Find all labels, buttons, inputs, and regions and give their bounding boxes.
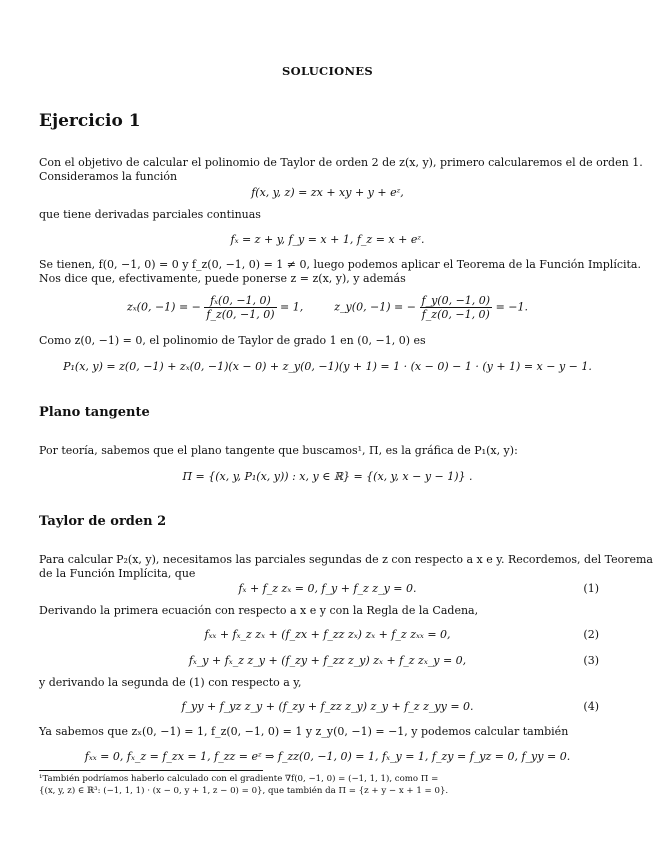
- zx-numerator: fₓ(0, −1, 0): [204, 294, 276, 308]
- paragraph-known-values: Ya sabemos que zₓ(0, −1) = 1, f_z(0, −1, 0) = 1 y z_y(0, −1) = −1, y podemos calcular también: [39, 725, 569, 738]
- equation-zx-zy: [0, 294, 655, 321]
- paragraph-intro-line2: Consideramos la función: [39, 170, 178, 183]
- zx-rhs: = 1,: [280, 300, 304, 314]
- paragraph-taylor2-line1: Para calcular P₂(x, y), necesitamos las parciales segundas de z con respecto a x e y. Recordemos, del Teorema: [39, 553, 653, 566]
- zx-fraction: [204, 294, 276, 321]
- equation-1: fₓ + f_z zₓ = 0, f_y + f_z z_y = 0.: [238, 582, 417, 595]
- equation-partials: fₓ = z + y, f_y = x + 1, f_z = x + eᶻ.: [230, 233, 425, 246]
- paragraph-plane: Por teoría, sabemos que el plano tangente que buscamos¹, Π, es la gráfica de P₁(x, y):: [39, 444, 518, 457]
- equation-4: f_yy + f_yz z_y + (f_zy + f_zz z_y) z_y + f_z z_yy = 0.: [181, 700, 474, 713]
- equation-2: fₓₓ + fₓ_z zₓ + (f_zx + f_zz zₓ) zₓ + f_z zₓₓ = 0,: [204, 628, 451, 641]
- footnote-line1: ¹También podríamos haberlo calculado con el gradiente ∇f(0, −1, 0) = (−1, 1, 1), como Π =: [39, 774, 439, 784]
- paragraph-intro-line1: Con el objetivo de calcular el polinomio de Taylor de orden 2 de z(x, y), primero calcularemos el de orden 1.: [39, 156, 643, 169]
- equation-3: fₓ_y + fₓ_z z_y + (f_zy + f_zz z_y) zₓ + f_z zₓ_y = 0,: [188, 654, 467, 667]
- zy-numerator: f_y(0, −1, 0): [421, 294, 491, 307]
- zy-fraction: [420, 294, 493, 321]
- exercise-heading: Ejercicio 1: [39, 111, 141, 131]
- zy-lhs: z_y(0, −1) = −: [334, 300, 416, 314]
- equation-p1: P₁(x, y) = z(0, −1) + zₓ(0, −1)(x − 0) + z_y(0, −1)(y + 1) = 1 · (x − 0) − 1 · (y + 1) = x − y − 1.: [63, 360, 592, 373]
- equation-plane: Π = {(x, y, P₁(x, y)) : x, y ∈ ℝ} = {(x, y, x − y − 1)} .: [182, 470, 473, 483]
- heading-taylor-orden-2: Taylor de orden 2: [39, 514, 167, 529]
- zx-lhs: zₓ(0, −1) = −: [126, 300, 201, 314]
- paragraph-second-derivative: y derivando la segunda de (1) con respecto a y,: [39, 676, 302, 689]
- paragraph-implicit-line2: Nos dice que, efectivamente, puede ponerse z = z(x, y), y además: [39, 272, 406, 285]
- equation-f: f(x, y, z) = zx + xy + y + eᶻ,: [251, 186, 404, 199]
- equation-number-3: (3): [583, 654, 599, 667]
- zx-denominator: f_z(0, −1, 0): [206, 308, 275, 321]
- paragraph-partials: que tiene derivadas parciales continuas: [39, 208, 261, 221]
- equation-5: fₓₓ = 0, fₓ_z = f_zx = 1, f_zz = eᶻ ⇒ f_zz(0, −1, 0) = 1, fₓ_y = 1, f_zy = f_yz = 0, f_yy = 0.: [84, 750, 571, 763]
- equation-number-2: (2): [583, 628, 599, 641]
- paragraph-implicit-line1: Se tienen, f(0, −1, 0) = 0 y f_z(0, −1, 0) = 1 ≠ 0, luego podemos aplicar el Teorema de la Función Implícita.: [39, 258, 641, 271]
- equation-number-1: (1): [583, 582, 599, 595]
- paragraph-chain-rule: Derivando la primera ecuación con respecto a x e y con la Regla de la Cadena,: [39, 604, 479, 617]
- zy-denominator: f_z(0, −1, 0): [421, 308, 490, 321]
- paragraph-taylor1: Como z(0, −1) = 0, el polinomio de Taylor de grado 1 en (0, −1, 0) es: [39, 334, 426, 347]
- footnote-line2: {(x, y, z) ∈ ℝ³: (−1, 1, 1) · (x − 0, y + 1, z − 0) = 0}, que también da Π = {z + y − x + 1 = 0}.: [39, 786, 449, 796]
- heading-plano-tangente: Plano tangente: [39, 405, 150, 420]
- footnote-rule: [39, 770, 263, 771]
- page-title: SOLUCIONES: [282, 64, 373, 78]
- zy-rhs: = −1.: [495, 300, 529, 314]
- paragraph-taylor2-line2: de la Función Implícita, que: [39, 567, 196, 580]
- equation-number-4: (4): [583, 700, 599, 713]
